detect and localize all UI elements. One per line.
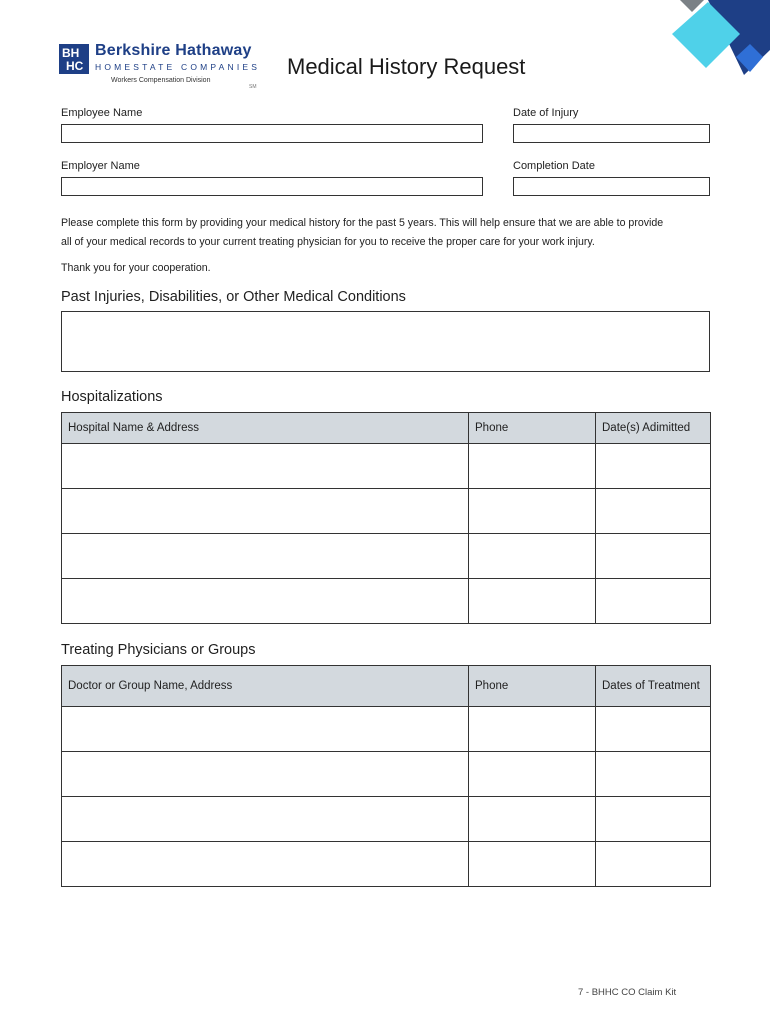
page-title: Medical History Request bbox=[287, 54, 526, 79]
instructions-line-1: Please complete this form by providing your medical history for the past 5 years. This will help ensure that we are able to provide bbox=[61, 217, 664, 229]
table-row bbox=[62, 797, 711, 842]
past-conditions-heading: Past Injuries, Disabilities, or Other Medical Conditions bbox=[61, 289, 406, 305]
doctor-phone-cell[interactable] bbox=[469, 797, 596, 842]
date-of-injury-label: Date of Injury bbox=[513, 107, 579, 119]
treatment-dates-cell[interactable] bbox=[596, 842, 711, 887]
hospital-dates-cell[interactable] bbox=[596, 534, 711, 579]
hospitalizations-header-row bbox=[62, 413, 711, 444]
hospital-name-cell[interactable] bbox=[62, 444, 469, 489]
hospital-phone-cell[interactable] bbox=[469, 489, 596, 534]
logo-mark bbox=[59, 44, 89, 74]
hospital-phone-cell[interactable] bbox=[469, 444, 596, 489]
col-doctor-name-address: Doctor or Group Name, Address bbox=[62, 666, 469, 707]
table-row bbox=[62, 752, 711, 797]
col-hospital-phone: Phone bbox=[469, 413, 596, 444]
treatment-dates-cell[interactable] bbox=[596, 752, 711, 797]
table-row bbox=[62, 534, 711, 579]
logo-initials-top: BH bbox=[62, 46, 80, 60]
col-doctor-phone: Phone bbox=[469, 666, 596, 707]
logo-initials-bottom: HC bbox=[66, 59, 84, 73]
doctor-name-cell[interactable] bbox=[62, 707, 469, 752]
brand-name: Berkshire Hathaway bbox=[95, 42, 252, 59]
doctor-phone-cell[interactable] bbox=[469, 752, 596, 797]
col-dates-admitted: Date(s) Adimitted bbox=[596, 413, 711, 444]
doctor-phone-cell[interactable] bbox=[469, 842, 596, 887]
corner-decoration bbox=[670, 0, 770, 90]
table-row bbox=[62, 707, 711, 752]
date-of-injury-field[interactable] bbox=[513, 124, 710, 143]
employee-name-field[interactable] bbox=[61, 124, 483, 143]
brand-tm: SM bbox=[249, 84, 257, 90]
page-footer: 7 - BHHC CO Claim Kit bbox=[578, 987, 677, 998]
completion-date-label: Completion Date bbox=[513, 160, 595, 172]
hospital-name-cell[interactable] bbox=[62, 534, 469, 579]
treatment-dates-cell[interactable] bbox=[596, 707, 711, 752]
employer-name-label: Employer Name bbox=[61, 160, 140, 172]
hospital-name-cell[interactable] bbox=[62, 579, 469, 624]
thanks-text: Thank you for your cooperation. bbox=[61, 262, 211, 274]
hospital-dates-cell[interactable] bbox=[596, 444, 711, 489]
doctor-name-cell[interactable] bbox=[62, 797, 469, 842]
table-row bbox=[62, 489, 711, 534]
col-dates-of-treatment: Dates of Treatment bbox=[596, 666, 711, 707]
treatment-dates-cell[interactable] bbox=[596, 797, 711, 842]
doctor-phone-cell[interactable] bbox=[469, 707, 596, 752]
col-hospital-name-address: Hospital Name & Address bbox=[62, 413, 469, 444]
physicians-table bbox=[61, 665, 711, 887]
company-logo bbox=[59, 42, 264, 92]
hospital-dates-cell[interactable] bbox=[596, 489, 711, 534]
employer-name-field[interactable] bbox=[61, 177, 483, 196]
brand-subtitle: HOMESTATE COMPANIES bbox=[95, 62, 261, 72]
completion-date-field[interactable] bbox=[513, 177, 710, 196]
hospital-name-cell[interactable] bbox=[62, 489, 469, 534]
doctor-name-cell[interactable] bbox=[62, 842, 469, 887]
doctor-name-cell[interactable] bbox=[62, 752, 469, 797]
hospital-phone-cell[interactable] bbox=[469, 534, 596, 579]
past-conditions-field[interactable] bbox=[61, 311, 710, 372]
table-row bbox=[62, 842, 711, 887]
brand-division: Workers Compensation Division bbox=[111, 77, 211, 84]
hospitalizations-heading: Hospitalizations bbox=[61, 389, 163, 405]
table-row bbox=[62, 444, 711, 489]
physicians-heading: Treating Physicians or Groups bbox=[61, 642, 256, 658]
instructions bbox=[61, 214, 721, 252]
hospitalizations-table bbox=[61, 412, 711, 624]
physicians-header-row bbox=[62, 666, 711, 707]
hospital-phone-cell[interactable] bbox=[469, 579, 596, 624]
table-row bbox=[62, 579, 711, 624]
employee-name-label: Employee Name bbox=[61, 107, 143, 119]
hospital-dates-cell[interactable] bbox=[596, 579, 711, 624]
instructions-line-2: all of your medical records to your current treating physician for you to receive the proper care for your work injury. bbox=[61, 236, 595, 248]
